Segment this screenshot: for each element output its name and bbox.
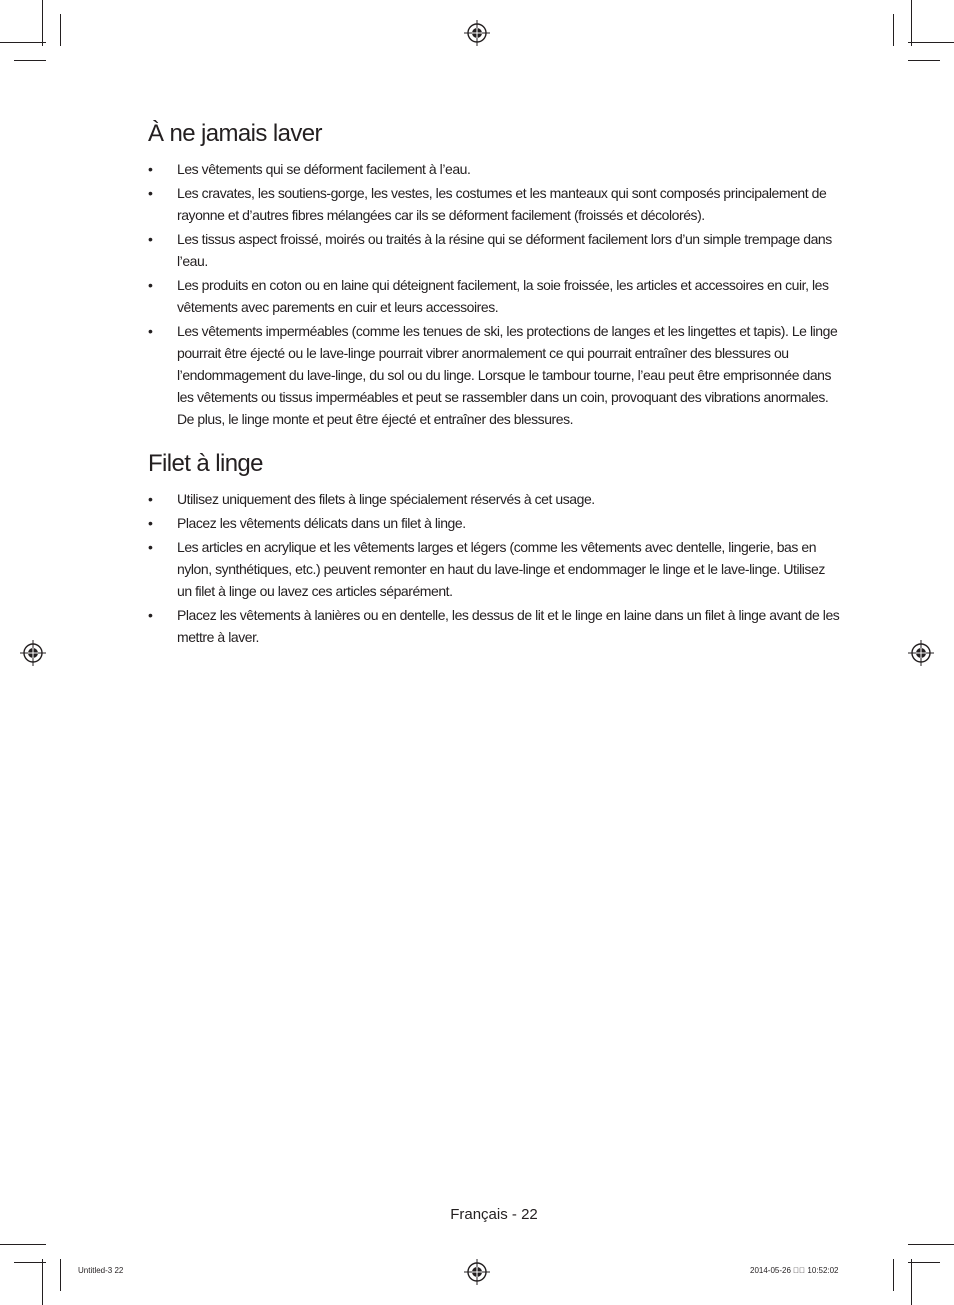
list-item: • Placez les vêtements délicats dans un filet à linge. [148,512,840,534]
page-number: Français - 22 [450,1206,538,1223]
crop-mark [14,60,46,61]
list-item: • Les tissus aspect froissé, moirés ou traités à la résine qui se déforment facilement lors d’un simple trempage dans l’eau. [148,228,840,272]
bullet: • [148,231,153,247]
laundry-net-list [148,488,840,648]
list-item: • Placez les vêtements à lanières ou en dentelle, les dessus de lit et le linge en laine dans un filet à linge avant de les mettre à laver. [148,604,840,648]
list-item: • Utilisez uniquement des filets à linge spécialement réservés à cet usage. [148,488,840,510]
crop-mark [0,42,46,43]
crop-mark [908,1244,954,1245]
section-title-laundry-net: Filet à linge [148,450,263,477]
crop-mark [42,0,43,46]
bullet: • [148,161,153,177]
bullet: • [148,539,153,555]
crop-mark [908,1262,940,1263]
registration-mark-icon [908,640,934,666]
bullet: • [148,185,153,201]
list-item: • Les produits en coton ou en laine qui déteignent facilement, la soie froissée, les articles et accessoires en cuir, les vêtements avec parements en cuir et leurs accessoires. [148,274,840,318]
bullet: • [148,323,153,339]
bullet: • [148,607,153,623]
never-wash-list [148,158,840,430]
list-item: • Les cravates, les soutiens-gorge, les vestes, les costumes et les manteaux qui sont composés principalement de rayonne et d’autres fibres mélangées car ils se déforment facilement (froissés et décolorés). [148,182,840,226]
slug-right: 2014-05-26 ￿￿ 10:52:02 [750,1266,839,1275]
crop-mark [911,1259,912,1305]
crop-mark [911,0,912,46]
crop-mark [908,60,940,61]
crop-mark [14,1262,46,1263]
crop-mark [893,14,894,46]
bullet: • [148,515,153,531]
list-item: • Les vêtements imperméables (comme les tenues de ski, les protections de langes et les lingettes et tapis). Le linge pourrait être éjecté ou le lave-linge pourrait vibrer anormalement ce qui pourrait entraîner des blessures ou l’endommagement du lave-linge, du sol ou du linge. Lorsque le tambour tourne, l’eau peut être emprisonnée dans les vêtements ou tissus imperméables et peut se rassembler dans un coin, provoquant des vibrations anormales. De plus, le linge monte et peut être éjecté et entraîner des blessures. [148,320,840,430]
bullet: • [148,277,153,293]
crop-mark [908,42,954,43]
crop-mark [42,1259,43,1305]
section-title-never-wash: À ne jamais laver [148,120,322,147]
crop-mark [893,1259,894,1291]
bullet: • [148,491,153,507]
slug-left: Untitled-3 22 [78,1266,124,1275]
crop-mark [60,14,61,46]
list-item: • Les vêtements qui se déforment facilement à l’eau. [148,158,840,180]
registration-mark-icon [464,20,490,46]
crop-mark [60,1259,61,1291]
registration-mark-icon [20,640,46,666]
page-content [148,118,840,650]
list-item: • Les articles en acrylique et les vêtements larges et légers (comme les vêtements avec dentelle, lingerie, bas en nylon, synthétiques, etc.) peuvent remonter en haut du lave-linge et endommager le linge et le lave-linge. Utilisez un filet à linge ou lavez ces articles séparément. [148,536,840,602]
crop-mark [0,1244,46,1245]
registration-mark-icon [464,1259,490,1285]
